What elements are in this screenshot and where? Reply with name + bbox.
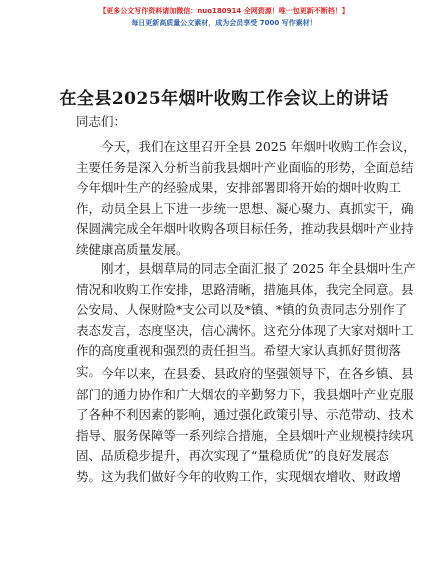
text-line: 指导、服务保障等一系列综合措施，全县烟叶产业规模持续巩 [76,427,414,443]
salutation: 同志们： [76,114,127,129]
text-line: 续健康高质量发展。 [76,241,189,257]
text-line: 公安局、人保财险*支公司以及*镇、*镇的负责同志分别作了 [76,302,408,317]
text-line: 作的高度重视和强烈的责任担当。希望大家认真抓好贯彻落 [76,343,402,358]
document-title: 在全县2025年烟叶收购工作会议上的讲话 [59,89,389,109]
text-line: 势。这为我们做好今年的收购工作，实现烟农增收、财政增 [76,468,402,484]
paragraph-1 [76,137,416,260]
text-line: 实。 [76,363,102,379]
text-line: 主要任务是深入分析当前我县烟叶产业面临的形势，全面总结 [76,159,414,175]
promo-subbanner: 每日更新高质量公文素材，成为会员享受 7000 写作素材！ [131,19,317,27]
text-line: 刚才，县烟草局的同志全面汇报了 2025 年全县烟叶生产 [101,261,416,276]
text-line: 了各种不利因素的影响，通过强化政策引导、示范带动、技术 [76,407,414,422]
text-line: 保圆满完成全年烟叶收购各项目标任务，推动我县烟叶产业持 [76,221,414,236]
text-line: 今天，我们在这里召开全县 2025 年烟叶收购工作会议， [101,139,416,154]
text-line: 固、品质稳步提升，再次实现了“量稳质优”的良好发展态 [76,448,389,463]
text-line: 情况和收购工作安排，思路清晰，措施具体，我完全同意。县 [76,281,414,297]
text-line: 今年以来，在县委、县政府的坚强领导下，在各乡镇、县 [101,366,414,381]
text-line: 部门的通力协作和广大烟农的辛勤努力下，我县烟叶产业克服 [76,386,414,402]
text-line: 今年烟叶生产的经验成果，安排部署即将开始的烟叶收购工 [76,180,402,195]
promo-banner: 【更多公文写作资料请加微信：nuo180914 全网资源！唯一包更新不断档！】 [99,7,349,15]
text-line: 表态发言，态度坚决，信心满怀。这充分体现了大家对烟叶工 [76,322,414,338]
paragraph-3 [76,364,414,487]
text-line: 作，动员全县上下进一步统一思想、凝心聚力、真抓实干，确 [76,200,414,216]
